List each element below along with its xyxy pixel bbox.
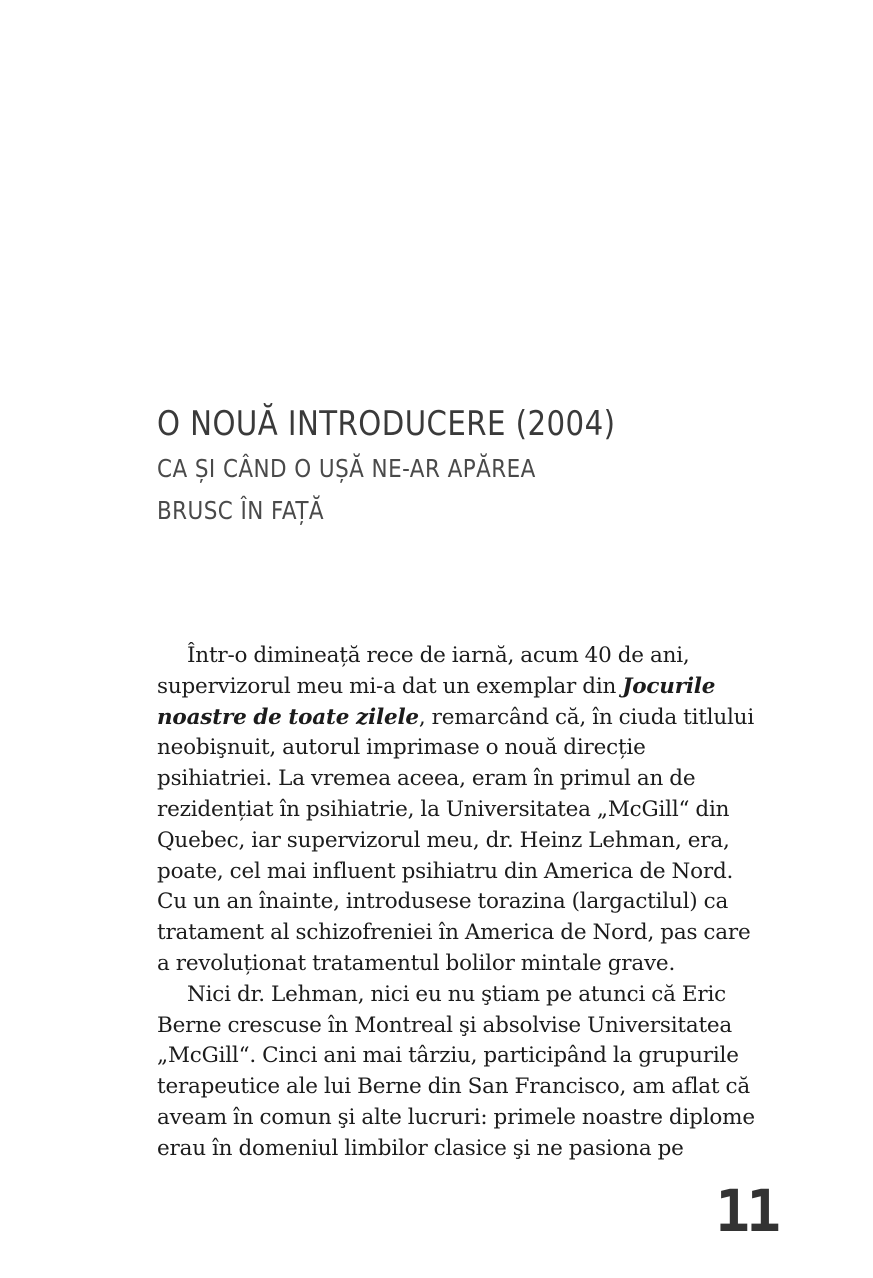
text-line: rezidențiat în psihiatrie, la Universitatea „McGill“ din xyxy=(157,796,730,822)
text-line: Nici dr. Lehman, nici eu nu ştiam pe atunci că Eric xyxy=(187,981,726,1007)
text-line: tratament al schizofreniei în America de Nord, pas care xyxy=(157,920,751,946)
chapter-heading xyxy=(157,400,797,532)
text-line: poate, cel mai influent psihiatru din America de Nord. xyxy=(157,858,734,884)
text-line: aveam în comun şi alte lucruri: primele noastre diplome xyxy=(157,1104,755,1130)
text-line xyxy=(157,703,777,734)
text-line: neobişnuit, autorul imprimase o nouă direcție xyxy=(157,735,646,761)
page-number: 11 xyxy=(715,1177,777,1245)
text-line: psihiatriei. La vremea aceea, eram în primul an de xyxy=(157,766,696,792)
text-line xyxy=(157,672,777,703)
text-segment: , remarcând că, în ciuda titlului xyxy=(418,704,755,730)
body-text xyxy=(157,641,777,1165)
text-line: a revoluționat tratamentul bolilor mintale grave. xyxy=(157,950,676,976)
text-segment: supervizorul meu mi-a dat un exemplar din xyxy=(157,673,623,699)
chapter-subtitle-line-1: CA ȘI CÂND O UȘĂ NE-AR APĂREA xyxy=(157,454,536,483)
chapter-subtitle-line-2: BRUSC ÎN FAȚĂ xyxy=(157,496,325,525)
chapter-title: O NOUĂ INTRODUCERE (2004) xyxy=(157,404,616,444)
text-line: terapeutice ale lui Berne din San Francisco, am aflat că xyxy=(157,1074,750,1100)
book-title-italic: noastre de toate zilele xyxy=(157,704,419,730)
text-line: erau în domeniul limbilor clasice şi ne pasiona pe xyxy=(157,1135,684,1161)
paragraph-2 xyxy=(157,980,777,1165)
text-line: Cu un an înainte, introdusese torazina (largactilul) ca xyxy=(157,889,729,915)
text-line: Quebec, iar supervizorul meu, dr. Heinz Lehman, era, xyxy=(157,827,730,853)
book-title-italic: Jocurile xyxy=(622,673,716,699)
text-line: „McGill“. Cinci ani mai târziu, participând la grupurile xyxy=(157,1043,739,1069)
text-line: Berne crescuse în Montreal şi absolvise Universitatea xyxy=(157,1012,733,1038)
paragraph-1 xyxy=(157,641,777,980)
text-line: Într-o dimineață rece de iarnă, acum 40 de ani, xyxy=(187,643,690,668)
